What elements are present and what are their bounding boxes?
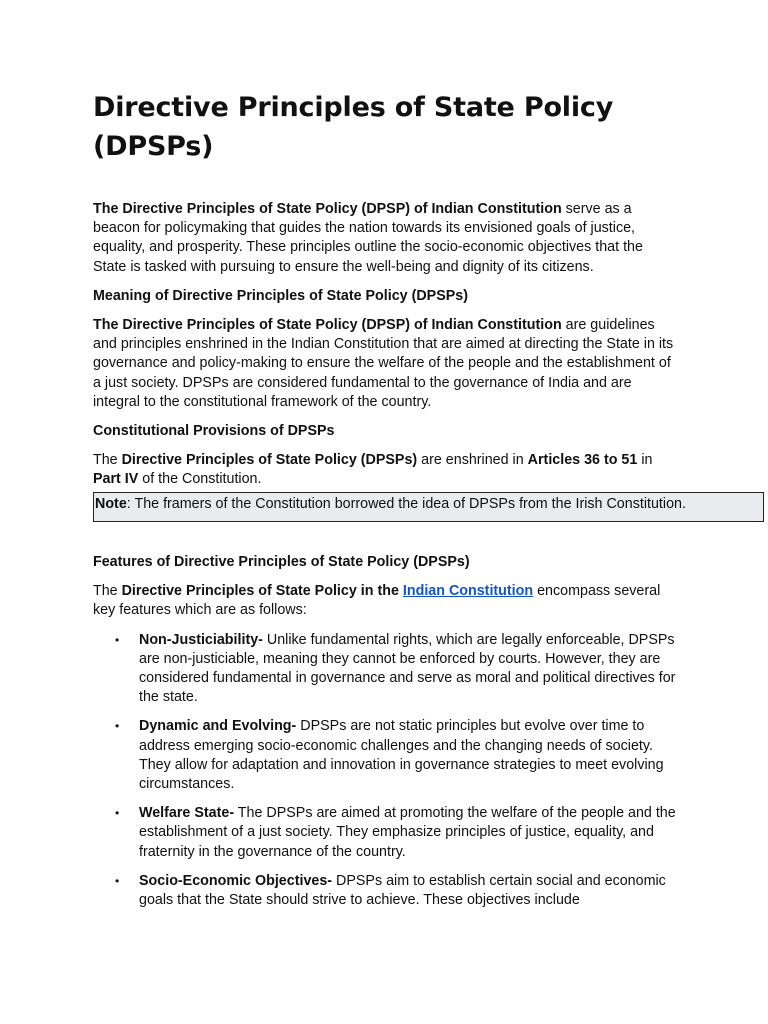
provisions-text-3: in xyxy=(637,452,653,469)
provisions-paragraph xyxy=(93,451,678,489)
features-intro-paragraph xyxy=(93,582,678,620)
list-item-text: Unlike fundamental rights, which are legally enforceable, DPSPs are non-justiciable, meaning they cannot be enforced by courts. However, they are considered fundamental in governance and serve as moral and political directives for the state. xyxy=(139,631,676,706)
provisions-text-2: are enshrined in xyxy=(417,452,528,469)
provisions-heading: Constitutional Provisions of DPSPs xyxy=(93,423,335,440)
features-text-2: encompass several key features which are as follows: xyxy=(93,583,661,619)
meaning-text: are guidelines and principles enshrined in the Indian Constitution that are aimed at directing the State in its governance and policy-making to ensure the welfare of the people and the establishment of a just society. DPSPs are considered fundamental to the governance of India and are integral to the constitutional framework of the country. xyxy=(93,317,674,410)
list-item-label: Socio-Economic Objectives- xyxy=(139,872,333,889)
list-item xyxy=(93,872,678,910)
provisions-text-1: The xyxy=(93,452,122,469)
intro-text: serve as a beacon for policymaking that guides the nation towards its envisioned goals of justice, equality, and prosperity. These principles outline the socio-economic objectives that the State is tasked with pursuing to ensure the well-being and dignity of its citizens. xyxy=(93,201,643,275)
provisions-bold-1: Directive Principles of State Policy (DPSPs) xyxy=(121,452,418,469)
list-item-text: DPSPs are not static principles but evolve over time to address emerging socio-economic challenges and the changing needs of society. They allow for adaptation and innovation in governance strategies to meet evolving circumstances. xyxy=(139,718,664,793)
meaning-bold: The Directive Principles of State Policy (DPSP) of Indian Constitution xyxy=(93,317,562,334)
note-box xyxy=(93,492,764,522)
bullet-icon: • xyxy=(115,632,120,647)
intro-bold: The Directive Principles of State Policy (DPSP) of Indian Constitution xyxy=(93,201,562,217)
list-item xyxy=(93,631,678,708)
features-list xyxy=(93,631,678,911)
note-label: Note xyxy=(95,496,127,512)
features-text-1: The xyxy=(93,583,122,600)
document-body xyxy=(93,88,678,500)
note-text: : The framers of the Constitution borrowed the idea of DPSPs from the Irish Constitution. xyxy=(126,496,686,512)
provisions-bold-2: Articles 36 to 51 xyxy=(527,452,638,469)
list-item-text: DPSPs aim to establish certain social and economic goals that the State should strive to achieve. These objectives include xyxy=(139,872,666,909)
list-item xyxy=(93,804,678,862)
list-item-label: Welfare State- xyxy=(139,805,235,822)
features-section xyxy=(93,553,678,920)
indian-constitution-link[interactable]: Indian Constitution xyxy=(402,583,534,600)
list-item-label: Non-Justiciability- xyxy=(139,631,263,648)
provisions-bold-3: Part IV xyxy=(93,471,139,488)
list-item-label: Dynamic and Evolving- xyxy=(139,718,297,735)
bullet-icon: • xyxy=(115,719,120,734)
bullet-icon: • xyxy=(115,873,120,888)
list-item xyxy=(93,717,678,794)
list-item-text: The DPSPs are aimed at promoting the welfare of the people and the establishment of a just society. They emphasize principles of justice, equality, and fraternity in the governance of the country. xyxy=(139,805,676,860)
intro-paragraph xyxy=(93,200,678,277)
meaning-heading: Meaning of Directive Principles of State Policy (DPSPs) xyxy=(93,287,468,304)
page-title: Directive Principles of State Policy (DPSPs) xyxy=(93,92,614,162)
features-heading: Features of Directive Principles of State Policy (DPSPs) xyxy=(93,554,470,570)
features-bold-1: Directive Principles of State Policy in the xyxy=(121,583,403,600)
meaning-paragraph xyxy=(93,316,678,412)
provisions-text-4: of the Constitution. xyxy=(138,471,262,488)
bullet-icon: • xyxy=(115,806,120,821)
